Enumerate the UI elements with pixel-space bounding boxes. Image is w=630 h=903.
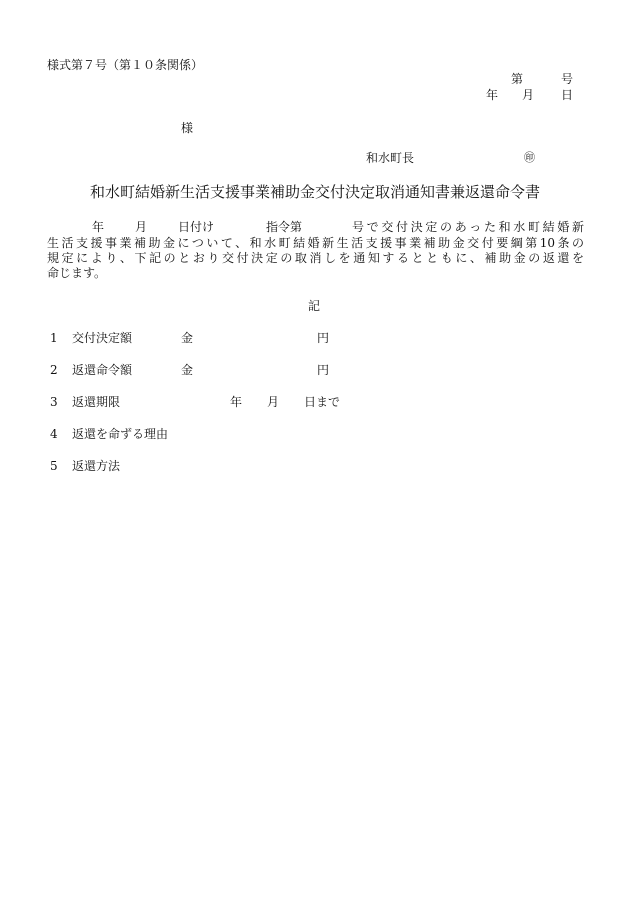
seal-mark: ㊞ — [524, 151, 535, 164]
form-number: 様式第７号（第１０条関係） — [47, 58, 204, 72]
item-5-number: 5 — [50, 459, 58, 473]
item-2-unit: 円 — [317, 363, 330, 377]
item-2-number: 2 — [50, 363, 58, 377]
item-2-currency: 金 — [181, 363, 194, 377]
item-1-number: 1 — [50, 331, 58, 345]
doc-date-day: 日 — [561, 88, 574, 102]
item-3-day-until: 日まで — [304, 395, 341, 409]
item-4-number: 4 — [50, 427, 58, 441]
body-line1-month: 月 — [135, 220, 148, 234]
item-5-label: 返還方法 — [72, 459, 121, 473]
addressee-suffix: 様 — [181, 121, 194, 135]
item-3-year: 年 — [230, 395, 243, 409]
doc-date-year: 年 — [486, 88, 499, 102]
body-line1-rest: 号で交付決定のあった和水町結婚新 — [352, 220, 584, 234]
item-1-label: 交付決定額 — [72, 331, 133, 345]
item-1-currency: 金 — [181, 331, 194, 345]
body-line1-directive: 指令第 — [266, 220, 303, 234]
item-1-unit: 円 — [317, 331, 330, 345]
item-3-label: 返還期限 — [72, 395, 121, 409]
doc-number-prefix: 第 — [511, 72, 524, 86]
body-line3: 規定により、下記のとおり交付決定の取消しを通知するとともに、補助金の返還を — [47, 251, 584, 265]
doc-number-suffix: 号 — [561, 72, 574, 86]
ki-heading: 記 — [308, 299, 321, 313]
body-line1-date-suffix: 日付け — [178, 220, 215, 234]
issuer-name: 和水町長 — [366, 151, 415, 165]
doc-date-month: 月 — [522, 88, 535, 102]
body-line2: 生活支援事業補助金について、和水町結婚新生活支援事業補助金交付要綱第10条の — [47, 236, 584, 250]
document-title: 和水町結婚新生活支援事業補助金交付決定取消通知書兼返還命令書 — [89, 183, 540, 201]
item-3-number: 3 — [50, 395, 58, 409]
item-3-month: 月 — [267, 395, 280, 409]
item-4-label: 返還を命ずる理由 — [72, 427, 169, 441]
body-line1-year: 年 — [92, 220, 105, 234]
item-2-label: 返還命令額 — [72, 363, 133, 377]
body-line4: 命じます。 — [47, 266, 107, 280]
